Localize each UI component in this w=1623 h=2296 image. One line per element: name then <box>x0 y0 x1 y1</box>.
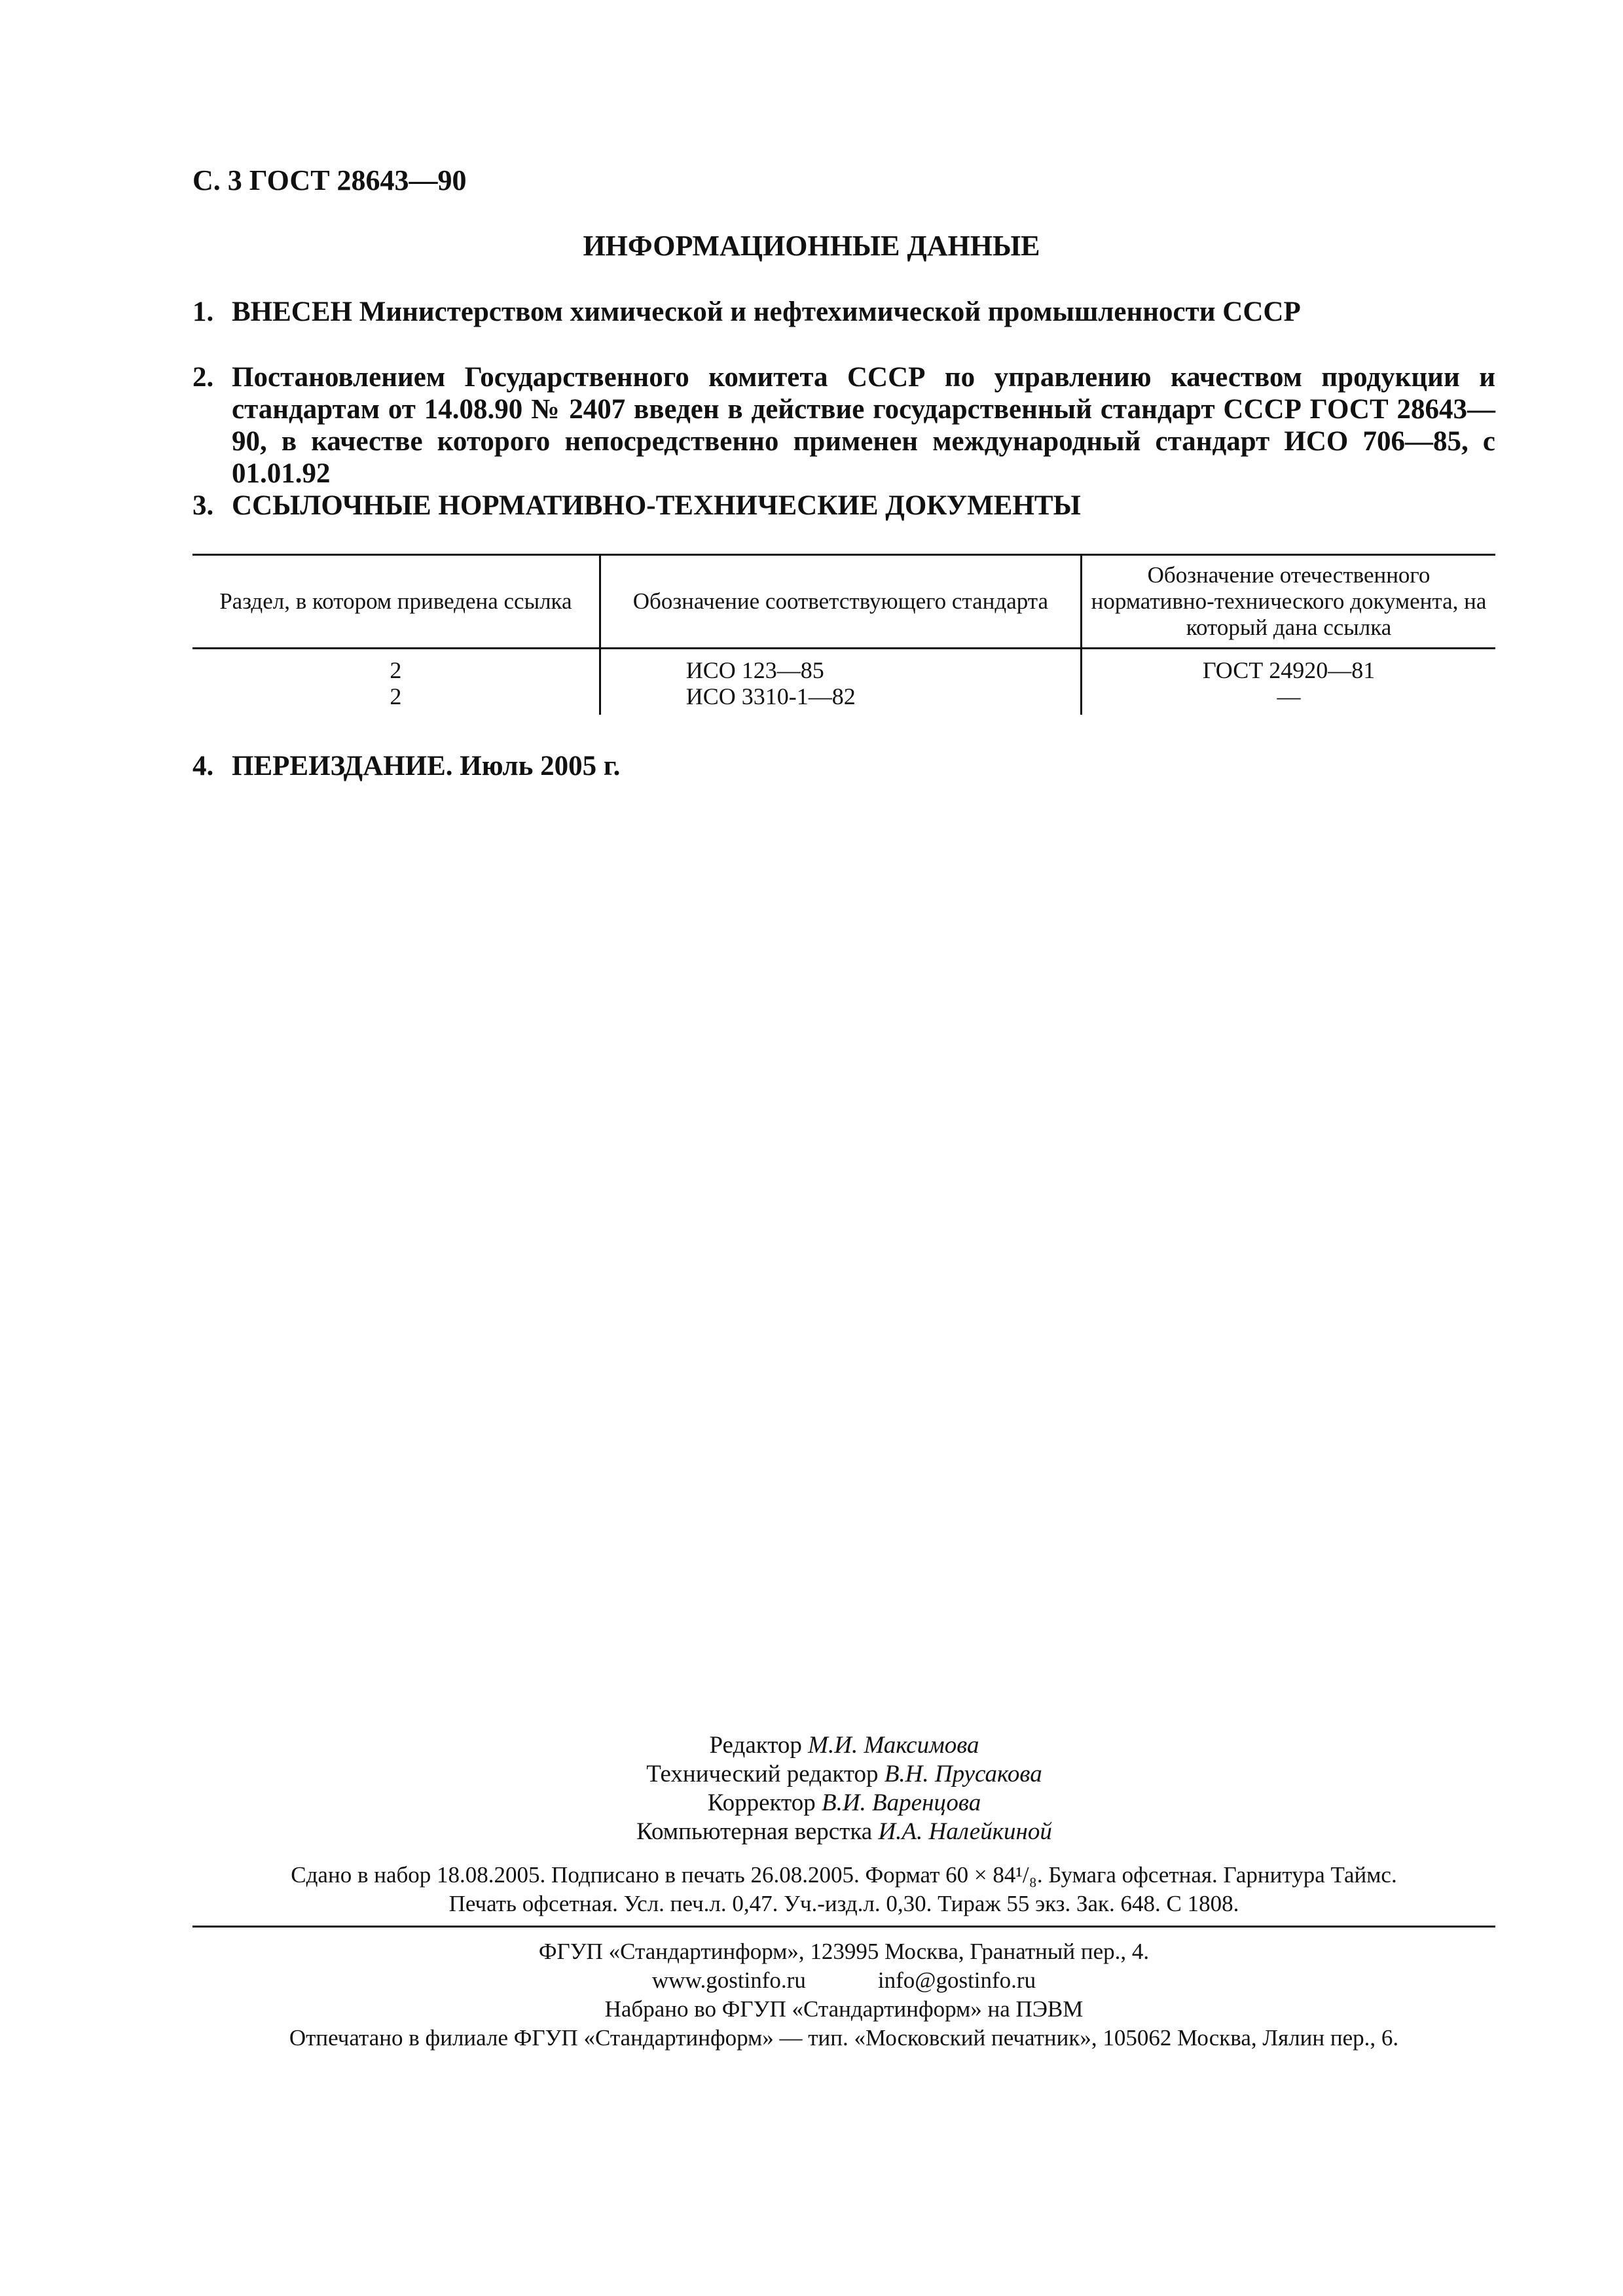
credit-person: В.Н. Прусакова <box>884 1761 1042 1787</box>
credit-role: Технический редактор <box>646 1761 879 1787</box>
item-text: Постановлением Государственного комитета СССР по управлению качеством продукции и стандартам от 14.08.90 № 2407 введен в действие государственный стандарт СССР ГОСТ 28643—90, в качестве которого непосредственно применен международный стандарт ИСО 706—85, с 01.01.92 <box>232 362 1495 489</box>
item-number: 1. <box>192 296 214 327</box>
print-info-line: Сдано в набор 18.08.2005. Подписано в печать 26.08.2005. Формат 60 × 84¹/₈. Бумага офсетная. Гарнитура Таймс. <box>291 1862 1397 1888</box>
cell-domestic-document: — <box>1277 683 1301 709</box>
cell-section: 2 <box>192 683 600 715</box>
item-text: ПЕРЕИЗДАНИЕ. Июль 2005 г. <box>232 751 621 781</box>
page-title: ИНФОРМАЦИОННЫЕ ДАННЫЕ <box>583 230 1040 262</box>
cell-standard: ИСО 3310-1—82 <box>600 683 1081 715</box>
credit-person: И.А. Налейкиной <box>878 1818 1052 1845</box>
print-info-line: Печать офсетная. Усл. печ.л. 0,47. Уч.-изд.л. 0,30. Тираж 55 экз. Зак. 648. С 1808. <box>448 1891 1239 1916</box>
typeset-note: Набрано во ФГУП «Стандартинформ» на ПЭВМ <box>604 1996 1084 2022</box>
credit-line-tech-editor <box>0 1760 1623 1789</box>
item-text: ВНЕСЕН Министерством химической и нефтехимической промышленности СССР <box>232 296 1301 327</box>
info-item-1 <box>192 296 1495 328</box>
item-text: ССЫЛОЧНЫЕ НОРМАТИВНО-ТЕХНИЧЕСКИЕ ДОКУМЕНТЫ <box>232 490 1081 521</box>
publisher-info <box>192 1937 1495 2053</box>
info-item-3 <box>192 490 1495 522</box>
column-header-domestic-document: Обозначение отечественного нормативно-технического документа, на который дана ссылка <box>1082 555 1495 649</box>
cell-standard: ИСО 123—85 <box>600 649 1081 684</box>
cell-section: 2 <box>192 649 600 684</box>
table-header-row <box>192 555 1495 649</box>
credit-line-layout <box>0 1818 1623 1846</box>
publisher-email: info@gostinfo.ru <box>877 1967 1036 1993</box>
publisher-contacts <box>192 1966 1495 1995</box>
credit-person: М.И. Максимова <box>808 1732 979 1759</box>
credit-line-editor <box>0 1731 1623 1760</box>
credit-role: Редактор <box>709 1732 802 1759</box>
credit-person: В.И. Варенцова <box>821 1789 981 1816</box>
item-number: 3. <box>192 490 214 521</box>
credits-block <box>0 1731 1623 1846</box>
item-number: 4. <box>192 751 214 781</box>
credit-role: Компьютерная верстка <box>636 1818 873 1845</box>
column-header-section: Раздел, в котором приведена ссылка <box>192 555 600 649</box>
credit-role: Корректор <box>707 1789 816 1816</box>
table-row <box>192 683 1495 715</box>
print-info <box>192 1861 1495 1918</box>
printed-note: Отпечатано в филиале ФГУП «Стандартинформ» — тип. «Московский печатник», 105062 Москва, Лялин пер., 6. <box>289 2025 1399 2051</box>
divider-line <box>192 1926 1495 1928</box>
cell-domestic-document: ГОСТ 24920—81 <box>1202 657 1376 683</box>
page-header: С. 3 ГОСТ 28643—90 <box>192 164 467 196</box>
references-table <box>192 554 1495 715</box>
publisher-address: ФГУП «Стандартинформ», 123995 Москва, Гранатный пер., 4. <box>538 1939 1150 1964</box>
credit-line-proofreader <box>0 1789 1623 1818</box>
publisher-website: www.gostinfo.ru <box>651 1967 806 1993</box>
table-row <box>192 649 1495 684</box>
column-header-standard: Обозначение соответствующего стандарта <box>600 555 1081 649</box>
info-item-2 <box>192 361 1495 490</box>
item-number: 2. <box>192 362 214 393</box>
info-item-4 <box>192 750 1495 782</box>
